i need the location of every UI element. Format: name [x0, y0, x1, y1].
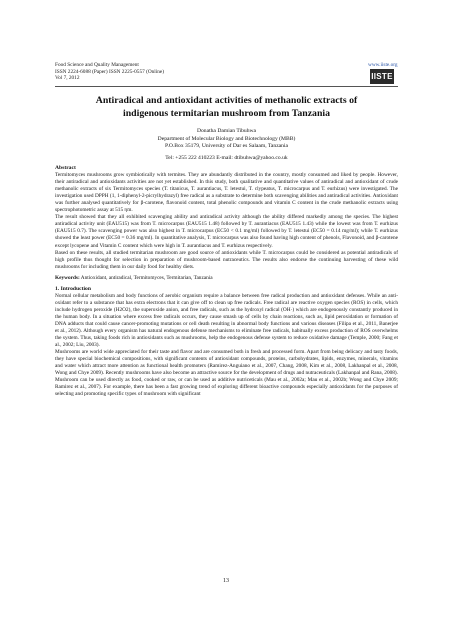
introduction-paragraph-2: Mushrooms are world wide appreciated for their taste and flavor and are consumed both in fresh and processed form. Apart from being delicacy and tasty foods, they have special biochemical compositions, with significant contents of antioxidant compounds, proteins, carbohydrates, lipids, enzymes, minerals, vitamins and water which attract more attention as functional health promoters (Ramirez-Anguiano et al., 2007, Chang, 2008, Kim et al., 2008, Lakhanpal et al., 2008, Wong and Chye 2009). Recently mushrooms have also become an attractive source for the development of drugs and nutraceuticals (Lakhanpal and Rana, 2008). Mushroom can be used directly as food, cooked or raw, or can be used as additive nutriceticals (Mau et al., 2002a; Mau et al., 2002b; Wong and Chye 2009; Ramirez et al., 2007). For example, there has been a fast growing trend of exploring different bioactive compounds especially antioxidants for the purposes of selecting and promoting specific types of mushroom with significant — [55, 349, 398, 398]
journal-name: Food Science and Quality Management — [55, 62, 139, 68]
abstract-paragraph-2: The result showed that they all exhibited scavenging ability and antiradical activity although the ability differed markedly among the species. The highest antiradical activity unit (EAU515) was from T. microcarpus (EAU515 1.48) followed by T. aurantiacus (EAU515 1.43) while the lowest was from T. eurhizus (EAU515 0.7). The scavenging power was also highest in T. microcarpus (EC50 < 0.1 mg/ml) followed by T. letestui (EC50 = 0.14 mg/ml); while T. eurhizus showed the least power (EC50 = 0.36 mg/ml). In quantitative analysis, T. microcarpus was also found having high content of phenols, Flavonoid, and β-carotene except lycopene and Vitamin C content which were high in T. aurantiacus and T. eurhizus respectively. — [55, 214, 398, 249]
abstract-paragraph-1: Termitomyces mushrooms grow symbiotically with termites. They are abundantly distributed in the country, mostly consumed and liked by people. However, their antiradical and antioxidants activities are not yet established. In this study, both qualitative and quantitative values of antiradical and antioxidant of crude methanolic extracts of six Termitomyces species (T. titanicus, T. aurantiacus, T. letestui, T. clypeatus, T. microcarpus and T. eurhizus) were investigated. The investigation used DPPH (1, 1-diphenyl-2-picrylhydrazyl) free radical as a substrate to determine both scavenging abilities and antiradical activities. Antioxidant was further analysed quantitatively for β-carotene, flavonoid content, total phenolic compounds and vitamin C content in the crude methanolic extracts using spectrophotometric assay at 515 ηm. — [55, 172, 398, 214]
journal-url-link[interactable]: www.iiste.org — [368, 62, 398, 68]
journal-issn: ISSN 2224-6088 (Paper) ISSN 2225-0557 (Online) — [55, 68, 165, 75]
iiste-logo: IISTE — [370, 69, 394, 84]
paper-body — [55, 165, 398, 399]
author-name: Donatha Damian Tibuhwa — [196, 128, 257, 134]
journal-header — [55, 62, 164, 82]
author-contact: Tel: +255 222 410223 E-mail: dtibuhwa@yahoo.co.uk — [165, 155, 288, 161]
author-department: Department of Molecular Biology and Biotechnology (MBB) — [157, 135, 296, 142]
header-rule — [55, 86, 398, 87]
page-number: 13 — [223, 578, 229, 584]
title-line-1: Antiradical and antioxidant activities of methanolic extracts of — [95, 95, 358, 106]
title-line-2: indigenous termitarian mushroom from Tanzania — [122, 107, 331, 119]
keywords-text: Antioxidant, antiradical, Termitomyces, Termitarian, Tanzania — [80, 274, 213, 281]
introduction-heading: 1. Introduction — [55, 285, 91, 292]
abstract-heading: Abstract — [55, 165, 76, 171]
keywords-line — [55, 275, 398, 282]
abstract-paragraph-3: Based on these results, all studied termitarian mushroom are good source of antioxidants while T. microcarpus could be considered as potential antiradicals of high profile thus thought for selection in preparation of mushroom-based nutraceutics. The results also endorse the continuing harvesting of these wild mushrooms for including them in our daily food for healthy diets. — [55, 249, 398, 270]
keywords-label: Keywords: — [55, 274, 80, 281]
author-address: P.O.Box 35179, University of Dar es Salaam, Tanzania — [164, 143, 288, 150]
introduction-paragraph-1: Normal cellular metabolism and body functions of aerobic organism require a balance between free radical production and antioxidant defenses. While an anti-oxidant refer to a substance that has extra electrons that it can give off to clean up free radicals. Free radical are reactive oxygen species (ROS) in cells, which include hydrogen peroxide (H2O2), the superoxide anion, and free radicals, such as the hydroxyl radical (OH·) which are endogenously constantly produced in the human body. In a situation where excess free radicals occurs, they cause smash up of cells by chain reactions, such as, lipid peroxidation or formation of DNA adducts that could cause cancer-promoting mutations or cell death resulting in abnormal body functions and various diseases (Filipa et al., 2011, Banerjee et al., 2012). Although every organism has natural endogenous defense mechanisms to eliminate free radicals, habitually excess production of ROS overwhelms the system. Thus, taking foods rich in antioxidants such as mushrooms, help the endogenous defense system to reduce oxidative damage (Temple, 2000; Fang et al., 2002; Liu, 2003). — [55, 292, 398, 349]
journal-volume: Vol 7, 2012 — [55, 75, 80, 82]
paper-title — [55, 95, 398, 120]
author-block — [55, 128, 398, 151]
